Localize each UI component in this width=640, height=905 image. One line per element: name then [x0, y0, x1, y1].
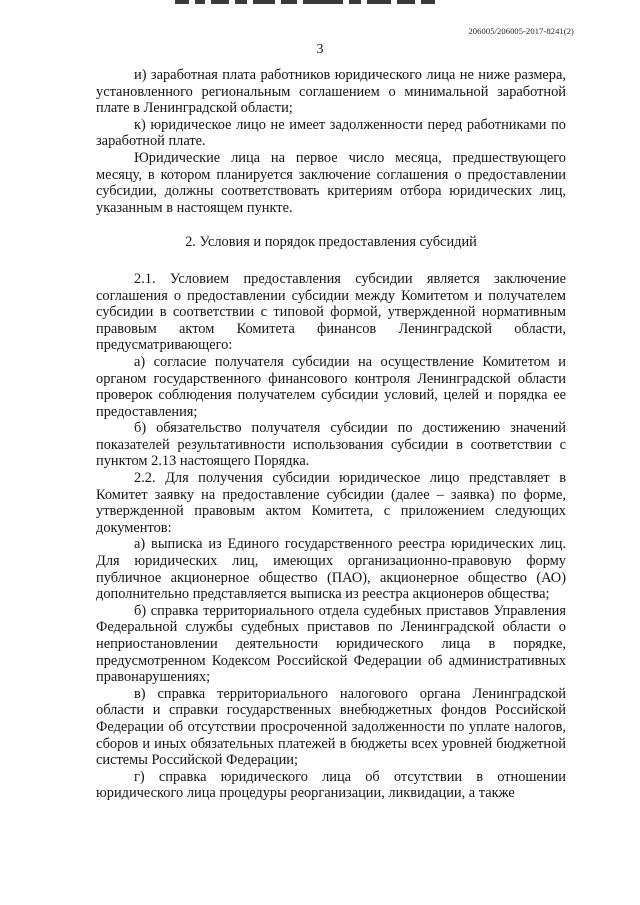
paragraph-2-1-a: а) согласие получателя субсидии на осуществление Комитетом и органом государственного финансового контроля Ленинградской области проверок соблюдения получателем субсидии условий, целей и порядка ее предоставления; [96, 353, 566, 420]
document-number: 206005/206005-2017-8241(2) [468, 26, 574, 36]
paragraph-no-debt: к) юридическое лицо не имеет задолженности перед работниками по заработной плате. [96, 116, 566, 150]
paragraph-2-2-b: б) справка территориального отдела судебных приставов Управления Федеральной службы судебных приставов по Ленинградской области о неприостановлении деятельности юридического лица в порядке, предусмотренном Кодексом Российской Федерации об административных правонарушениях; [96, 602, 566, 686]
document-body [96, 67, 566, 802]
paragraph-2-1-b: б) обязательство получателя субсидии по достижению значений показателей результативности использования субсидии в соответствии с пунктом 2.13 настоящего Порядка. [96, 420, 566, 470]
paragraph-wage: и) заработная плата работников юридического лица не ниже размера, установленного региональным соглашением о минимальной заработной плате в Ленинградской области; [96, 67, 566, 117]
paragraph-2-2-a: а) выписка из Единого государственного реестра юридических лиц. Для юридических лиц, имеющих организационно-правовую форму публичное акционерное общество (ПАО), акционерное общество (АО) дополнительно представляется выписка из реестра акционеров общества; [96, 536, 566, 603]
paragraph-criteria: Юридические лица на первое число месяца, предшествующего месяцу, в котором планируется заключение соглашения о предоставлении субсидии, должны соответствовать критериям отбора юридических лиц, указанным в настоящем пункте. [96, 149, 566, 216]
paragraph-2-2-v: в) справка территориального налогового органа Ленинградской области и справки государственных внебюджетных фондов Российской Федерации об отсутствии просроченной задолженности по уплате налогов, сборов и иных обязательных платежей в бюджеты всех уровней бюджетной системы Российской Федерации; [96, 685, 566, 769]
section-heading: 2. Условия и порядок предоставления субсидий [185, 234, 477, 251]
scan-artifact-strip [175, 0, 445, 4]
paragraph-2-1: 2.1. Условием предоставления субсидии является заключение соглашения о предоставлении субсидии между Комитетом и получателем субсидии в соответствии с типовой формой, утвержденной нормативным правовым актом Комитета финансов Ленинградской области, предусматривающего: [96, 270, 566, 354]
paragraph-2-2-g: г) справка юридического лица об отсутствии в отношении юридического лица процедуры реорганизации, ликвидации, а также [96, 768, 566, 802]
paragraph-2-2: 2.2. Для получения субсидии юридическое лицо представляет в Комитет заявку на предоставление субсидии (далее – заявка) по форме, утвержденной правовым актом Комитета, с приложением следующих документов: [96, 470, 566, 536]
page-number: 3 [316, 42, 324, 57]
